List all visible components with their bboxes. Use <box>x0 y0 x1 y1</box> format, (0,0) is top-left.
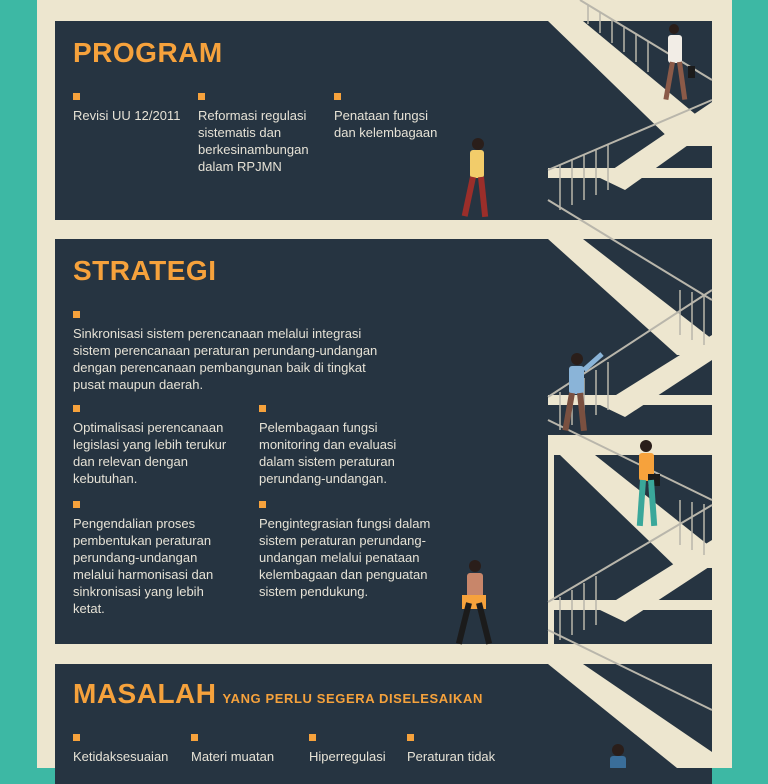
strategi-item: Pelembagaan fungsi monitoring dan evaluasi dalam sistem peraturan perundang-undangan. <box>259 405 419 487</box>
person-figure <box>462 138 488 217</box>
stair-flight <box>548 239 712 355</box>
person-figure <box>663 24 695 100</box>
masalah-subtitle: YANG PERLU SEGERA DISELESAIKAN <box>222 691 483 706</box>
masalah-item: Ketidaksesuaian <box>73 734 168 765</box>
program-item: Reformasi regulasi sistematis dan berkesinambungan dalam RPJMN <box>198 93 320 175</box>
stair-flight <box>548 664 712 768</box>
program-item: Penataan fungsi dan kelembagaan <box>334 93 446 141</box>
person-figure <box>456 560 492 644</box>
masalah-title: MASALAH YANG PERLU SEGERA DISELESAIKAN <box>73 678 483 709</box>
strategi-item: Pengintegrasian fungsi dalam sistem peraturan perundang-undangan melalui penataan kelembagaan dan penguatan sistem pendukung. <box>259 501 437 600</box>
stair-landing <box>548 435 712 455</box>
program-item: Revisi UU 12/2011 <box>73 93 193 124</box>
strategi-item: Sinkronisasi sistem perencanaan melalui integrasi sistem perencanaan peraturan perundang-undangan dengan perencanaan pembangunan baik di tingkat pusat maupun daerah. <box>73 311 393 393</box>
masalah-item: Materi muatan <box>191 734 274 765</box>
strategi-item: Optimalisasi perencanaan legislasi yang lebih terukur dan relevan dengan kebutuhan. <box>73 405 243 487</box>
strategi-item: Pengendalian proses pembentukan peraturan perundang-undangan melalui harmonisasi dan sinkronisasi yang lebih ketat. <box>73 501 233 617</box>
strategi-title: STRATEGI <box>73 255 217 286</box>
masalah-item: Hiperregulasi <box>309 734 386 765</box>
stair-post <box>548 455 554 644</box>
masalah-item: Peraturan tidak <box>407 734 495 765</box>
program-title: PROGRAM <box>73 37 223 68</box>
person-figure <box>610 744 626 768</box>
